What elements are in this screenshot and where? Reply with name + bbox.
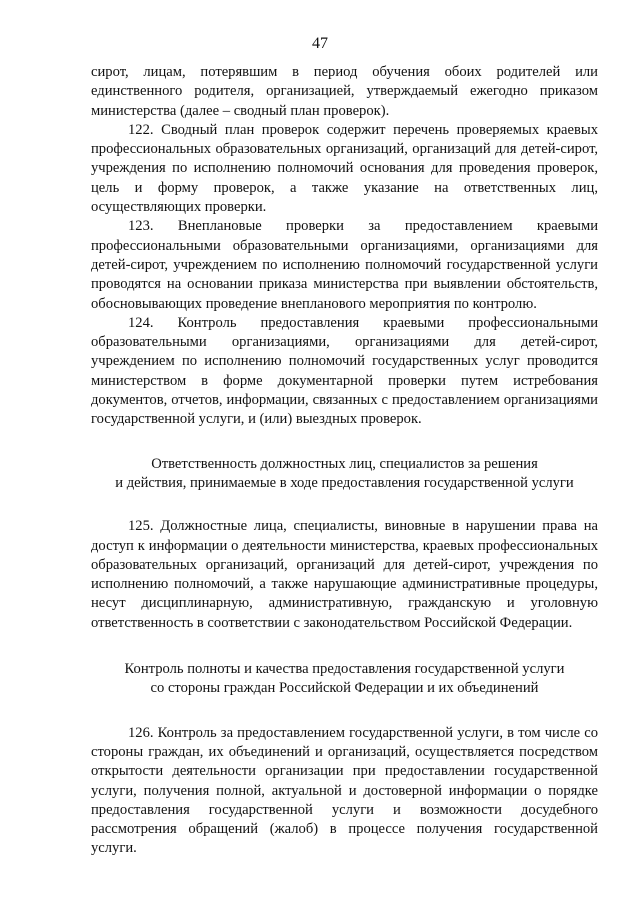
- heading-line: Контроль полноты и качества предоставления государственной услуги: [124, 661, 565, 678]
- paragraph-continuation: сирот, лицам, потерявшим в период обучения обоих родителей или единственного родителя, организацией, утверждаемый ежегодно приказом министерства (далее – сводный план проверок).: [91, 64, 598, 119]
- section-heading-citizen-control: [87, 660, 602, 699]
- paragraph-123: 123. Внеплановые проверки за предоставлением краевыми профессиональными образовательными организациями, организациями для детей-сирот, учреждением по исполнению полномочий государственной услуги проводятся на основании приказа министерства при выявлении обстоятельств, обосновывающих проведение внепланового мероприятия по контролю.: [91, 218, 598, 312]
- page-number: 47: [312, 35, 328, 52]
- paragraph-126: 126. Контроль за предоставлением государственной услуги, в том числе со стороны граждан, их объединений и организаций, осуществляется посредством открытости деятельности организации при предоставлении государственной услуги, получения полной, актуальной и достоверной информации о порядке предоставления государственной услуги и возможности досудебного рассмотрения обращений (жалоб) в процессе получения государственной услуги.: [91, 724, 598, 857]
- heading-line: Ответственность должностных лиц, специалистов за решения: [151, 455, 538, 472]
- section-heading-responsibility: [87, 455, 602, 494]
- paragraph-125: 125. Должностные лица, специалисты, виновные в нарушении права на доступ к информации о деятельности министерства, краевых профессиональных образовательных организаций, организаций для детей-сирот, учреждения по исполнению полномочий, а также нарушающие административные процедуры, несут дисциплинарную, административную, гражданскую и уголовную ответственность в соответствии с законодательством Российской Федерации.: [91, 518, 598, 631]
- paragraph-124: 124. Контроль предоставления краевыми профессиональными образовательными организациями, организациями для детей-сирот, учреждением по исполнению полномочий государственных услуг проводится министерством в форме документарной проверки путем истребования документов, отчетов, информации, связанных с предоставлением организациями государственной услуги, и (или) выездных проверок.: [91, 314, 598, 428]
- heading-line: со стороны граждан Российской Федерации и их объединений: [150, 680, 539, 697]
- document-body: [91, 63, 598, 859]
- heading-line: и действия, принимаемые в ходе предоставления государственной услуги: [115, 474, 574, 491]
- paragraph-122: 122. Сводный план проверок содержит перечень проверяемых краевых профессиональных образовательных организаций, организаций для детей-сирот, учреждения по исполнению полномочий основания для проведения проверок, цель и форму проверок, а также указание на ответственных лиц, осуществляющих проверки.: [91, 121, 598, 216]
